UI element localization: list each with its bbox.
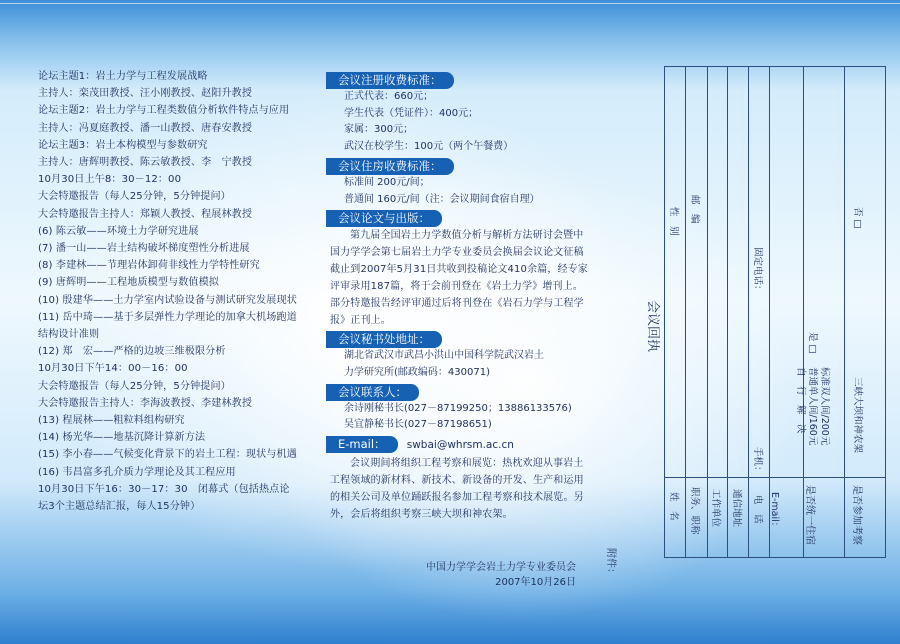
schedule-column [38, 68, 298, 515]
schedule-line: (12) 郑 宏——严格的边坡三维极限分析 [38, 346, 226, 358]
form-label-divider [665, 477, 885, 478]
attachment-label: 附件： [605, 548, 616, 578]
schedule-line: 论坛主题3：岩土本构模型与参数研究 [38, 139, 208, 151]
contact-line: 余诗刚秘书长(027－87199250；13886133576) [344, 402, 572, 414]
form-field-position[interactable] [687, 257, 707, 475]
contacts-header: 会议联系人： [326, 384, 419, 401]
registration-section [326, 72, 590, 156]
lodging-header: 会议住房收费标准： [326, 158, 454, 175]
schedule-line: 论坛主题1：岩土力学与工程发展战略 [38, 71, 208, 82]
form-label-email: E-mail： [769, 492, 780, 532]
reply-form [664, 66, 886, 558]
schedule-line: 大会特邀报告主持人：郑颖人教授、程展林教授 [38, 208, 253, 220]
schedule-line: (15) 李小春——气候变化背景下的岩土工程：现状与机遇 [38, 449, 297, 461]
registration-line: 学生代表（凭证件）：400元； [344, 107, 479, 119]
form-label-name: 姓 名 [668, 492, 679, 521]
schedule-line: 10月30日上午8：30－12：00 [38, 174, 182, 186]
signature-date: 2007年10月26日 [495, 577, 576, 588]
tour-option: 三峡大坝和神农架 [852, 377, 863, 454]
attachment-label-wrap [605, 548, 638, 598]
form-label-fixed-phone: 固定电话： [752, 247, 763, 295]
room-option-self[interactable]: 自 行 解 决 [795, 367, 806, 434]
email-section [326, 436, 590, 453]
form-label-address: 通信地址 [731, 489, 742, 528]
schedule-line: 10月30日下午14：00－16：00 [38, 363, 188, 375]
schedule-line: 论坛主题2：岩土力学与工程类数值分析软件特点与应用 [38, 105, 290, 117]
signature-block [406, 560, 576, 590]
yes-checkbox[interactable]: 是 □ [807, 332, 818, 354]
form-label-mobile: 手机： [752, 447, 763, 476]
form-field-workplace[interactable] [709, 69, 727, 475]
schedule-line: 主持人：冯夏庭教授、潘一山教授、唐春安教授 [38, 122, 253, 134]
secretariat-section [326, 331, 590, 381]
email-address[interactable]: swbai@whrsm.ac.cn [406, 439, 514, 452]
secretariat-header: 会议秘书处地址： [326, 331, 442, 348]
schedule-line: 10月30日下午16：30－17：30 闭幕式（包括热点论坛3个主题总结汇报，每人15分钟） [38, 483, 290, 513]
secretariat-line: 湖北省武汉市武昌小洪山中国科学院武汉岩土 [344, 350, 544, 362]
form-label-phone: 电 话 [752, 495, 763, 524]
exhibition-text: 会议期间将组织工程考察和展览：热枕欢迎从事岩土工程领域的新材料、新技术、新设备的开发、生产和运用的相关公司及单位踊跃报名参加工程考察和技术展览。另外，会后将组织考察三峡大坝和神农架。 [330, 458, 584, 521]
room-option-std[interactable]: 标准双人间/200元 [819, 367, 830, 446]
secretariat-line: 力学研究所(邮政编码：430071) [344, 366, 490, 378]
schedule-line: (14) 杨光华——地基沉降计算新方法 [38, 432, 206, 444]
contacts-section [326, 384, 590, 434]
form-field-name[interactable] [666, 267, 685, 475]
form-field-phone[interactable] [750, 69, 769, 475]
schedule-line: 大会特邀报告主持人：李海波教授、李建林教授 [38, 397, 253, 409]
lodging-section [326, 158, 590, 208]
top-border-line [0, 3, 900, 4]
info-column [326, 72, 590, 523]
papers-section [326, 210, 590, 329]
schedule-line: 主持人：唐辉明教授、陈云敏教授、李 宁教授 [38, 157, 253, 169]
schedule-line: (16) 韦昌富多孔介质力学理论及其工程应用 [38, 466, 236, 478]
registration-line: 家属：300元； [344, 124, 414, 136]
form-title: 会议回执 [645, 300, 660, 353]
schedule-line: (13) 程展林——粗粒料组构研究 [38, 415, 185, 427]
form-label-tour: 是否参加考察 [851, 485, 862, 545]
signature-org: 中国力学学会岩土力学专业委员会 [426, 562, 576, 573]
schedule-line: 大会特邀报告（每人25分钟，5分钟提问） [38, 380, 231, 392]
form-label-workplace: 工作单位 [710, 489, 721, 528]
schedule-line: (10) 殷建华——土力学室内试验设备与测试研究发展现状 [38, 294, 297, 306]
form-label-shared-room: 是否统一住宿 [804, 485, 815, 545]
schedule-line: (11) 岳中琦——基于多层弹性力学理论的加拿大机场跑道结构设计准则 [38, 311, 297, 341]
schedule-line: (9) 唐辉明——工程地质模型与数值模拟 [38, 277, 220, 289]
no-checkbox[interactable]: 否 □ [852, 207, 863, 229]
form-label-gender: 性 别 [668, 207, 679, 236]
form-field-address[interactable] [729, 69, 748, 475]
schedule-line: (6) 陈云敏——环境土力学研究进展 [38, 225, 199, 237]
schedule-line: (7) 潘一山——岩土结构破坏梯度塑性分析进展 [38, 243, 250, 255]
papers-text: 第九届全国岩土力学数值分析与解析方法研讨会暨中国力学学会第七届岩土力学专业委员会换届会议论文征稿截止到2007年5月31日共收到投稿论文410余篇，经专家评审录用187篇，将于会前刊登在《岩土力学》增刊上。部分特邀报告经评审通过后将刊登在《岩石力学与工程学报》正刊上。 [330, 230, 588, 327]
form-label-position: 职务、职称 [689, 487, 700, 535]
lodging-line: 标准间 200元/间； [344, 176, 430, 188]
room-option-norm[interactable]: 普通单人间/160元 [807, 367, 818, 446]
lodging-line: 普通间 160元/间（注：会议期间食宿自理） [344, 193, 540, 205]
registration-line: 正式代表：660元； [344, 91, 434, 102]
schedule-line: 主持人：栾茂田教授、汪小刚教授、赵阳升教授 [38, 88, 253, 100]
schedule-line: 大会特邀报告（每人25分钟，5分钟提问） [38, 191, 231, 203]
form-label-postcode: 邮 编 [689, 195, 700, 224]
email-header: E-mail： [326, 436, 398, 453]
contact-line: 吴宜静秘书长(027－87198651) [344, 419, 492, 431]
registration-line: 武汉在校学生：100元（两个午餐费） [344, 141, 514, 153]
schedule-line: (8) 李建林——节理岩体卸荷非线性力学特性研究 [38, 260, 260, 272]
papers-header: 会议论文与出版： [326, 210, 442, 227]
registration-header: 会议注册收费标准： [326, 72, 454, 89]
